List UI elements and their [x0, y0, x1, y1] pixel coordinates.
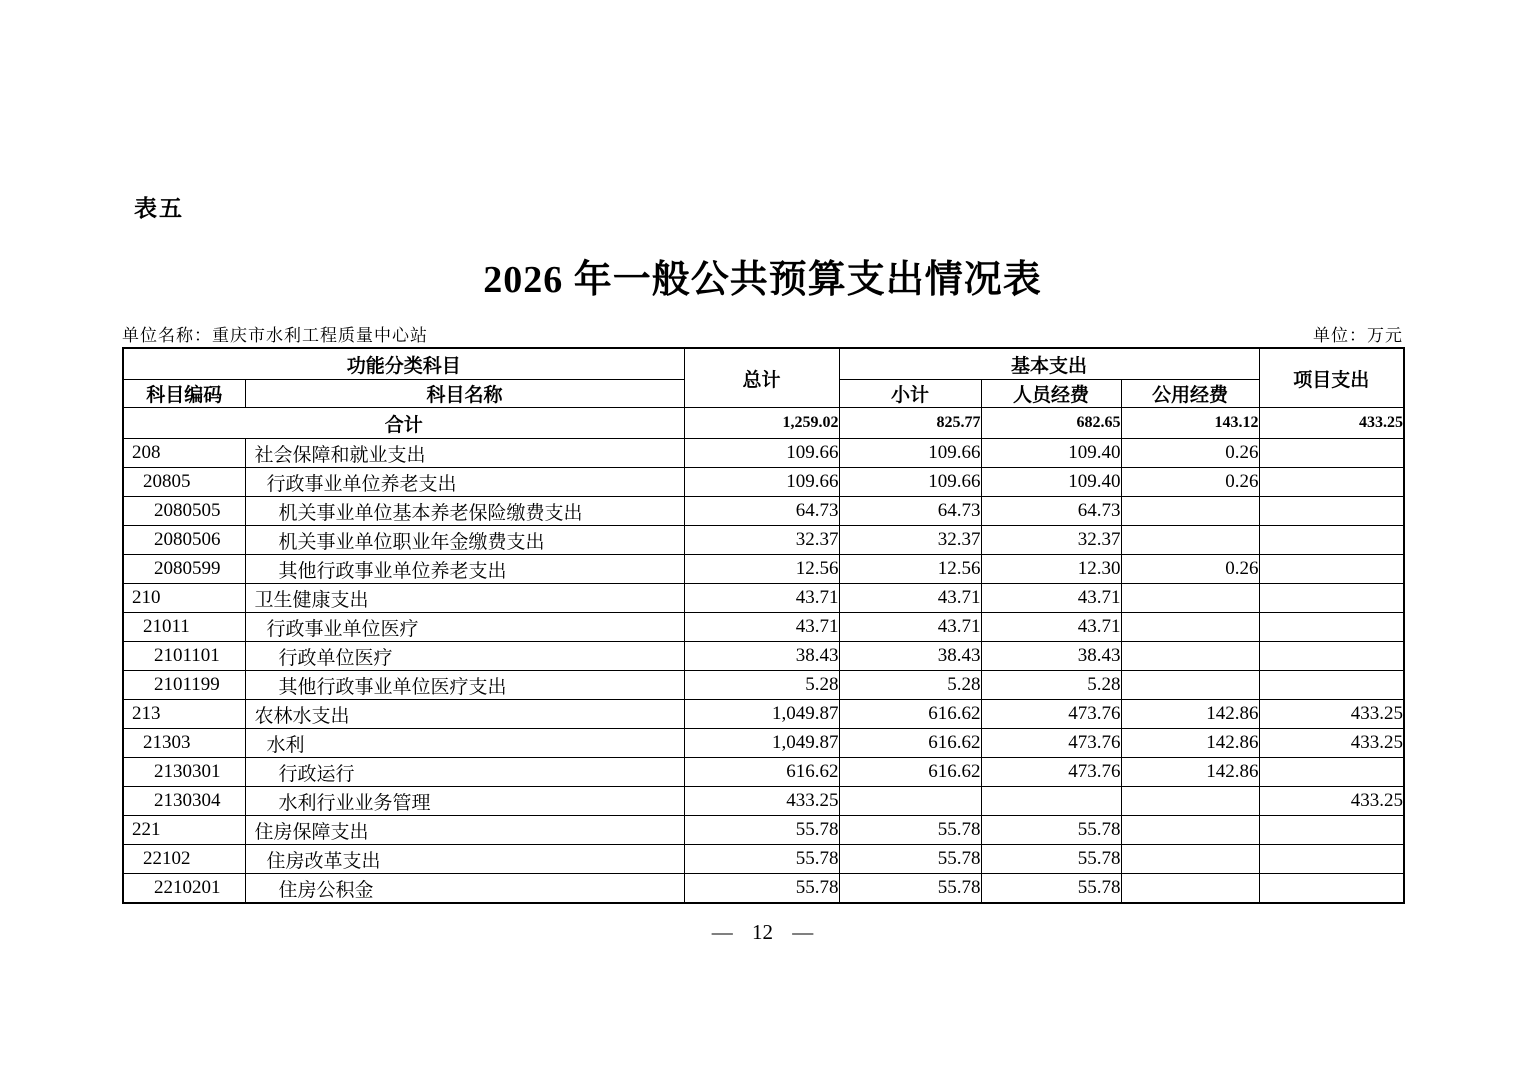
personnel-cell: 109.40 — [981, 468, 1121, 497]
subject-name-cell: 住房公积金 — [245, 874, 684, 904]
grand-total-subtotal: 825.77 — [839, 408, 981, 439]
header-row-1 — [123, 348, 1404, 380]
public-cell — [1121, 816, 1259, 845]
subtotal-cell: 5.28 — [839, 671, 981, 700]
budget-table — [122, 347, 1405, 904]
subtotal-cell: 616.62 — [839, 700, 981, 729]
personnel-cell: 5.28 — [981, 671, 1121, 700]
subject-code-cell: 2080506 — [123, 526, 245, 555]
table-row — [123, 758, 1404, 787]
header-personnel: 人员经费 — [981, 380, 1121, 408]
budget-table-body — [123, 408, 1404, 904]
project-cell — [1259, 439, 1404, 468]
table-label: 表五 — [134, 195, 184, 221]
subject-name-cell: 行政单位医疗 — [245, 642, 684, 671]
public-cell — [1121, 845, 1259, 874]
personnel-cell: 109.40 — [981, 439, 1121, 468]
header-name: 科目名称 — [245, 380, 684, 408]
public-cell: 0.26 — [1121, 555, 1259, 584]
personnel-cell: 64.73 — [981, 497, 1121, 526]
subject-name-cell: 机关事业单位职业年金缴费支出 — [245, 526, 684, 555]
subject-name-cell: 行政事业单位医疗 — [245, 613, 684, 642]
subject-code-cell: 2101199 — [123, 671, 245, 700]
public-cell: 142.86 — [1121, 729, 1259, 758]
personnel-cell: 32.37 — [981, 526, 1121, 555]
project-cell — [1259, 758, 1404, 787]
subject-code-cell: 210 — [123, 584, 245, 613]
table-row — [123, 584, 1404, 613]
subject-code-cell: 22102 — [123, 845, 245, 874]
table-row — [123, 468, 1404, 497]
subject-name-cell: 住房保障支出 — [245, 816, 684, 845]
personnel-cell: 43.71 — [981, 613, 1121, 642]
subtotal-cell: 109.66 — [839, 439, 981, 468]
project-cell — [1259, 526, 1404, 555]
public-cell — [1121, 526, 1259, 555]
project-cell — [1259, 584, 1404, 613]
subject-code-cell: 221 — [123, 816, 245, 845]
table-row — [123, 700, 1404, 729]
project-cell — [1259, 816, 1404, 845]
table-row — [123, 613, 1404, 642]
public-cell: 142.86 — [1121, 758, 1259, 787]
subject-name-cell: 行政运行 — [245, 758, 684, 787]
public-cell — [1121, 497, 1259, 526]
project-cell — [1259, 555, 1404, 584]
total-cell: 12.56 — [684, 555, 839, 584]
total-cell: 64.73 — [684, 497, 839, 526]
public-cell — [1121, 787, 1259, 816]
project-cell — [1259, 874, 1404, 904]
subtotal-cell: 12.56 — [839, 555, 981, 584]
subtotal-cell: 109.66 — [839, 468, 981, 497]
personnel-cell: 473.76 — [981, 700, 1121, 729]
project-cell — [1259, 468, 1404, 497]
total-cell: 55.78 — [684, 845, 839, 874]
subject-name-cell: 其他行政事业单位养老支出 — [245, 555, 684, 584]
subtotal-cell: 43.71 — [839, 613, 981, 642]
total-cell: 43.71 — [684, 613, 839, 642]
subject-name-cell: 农林水支出 — [245, 700, 684, 729]
total-cell: 55.78 — [684, 874, 839, 904]
subtotal-cell: 38.43 — [839, 642, 981, 671]
table-row — [123, 671, 1404, 700]
subject-code-cell: 2080599 — [123, 555, 245, 584]
project-cell — [1259, 613, 1404, 642]
subject-code-cell: 213 — [123, 700, 245, 729]
personnel-cell: 38.43 — [981, 642, 1121, 671]
personnel-cell — [981, 787, 1121, 816]
personnel-cell: 55.78 — [981, 874, 1121, 904]
project-cell: 433.25 — [1259, 729, 1404, 758]
subtotal-cell: 55.78 — [839, 874, 981, 904]
total-cell: 1,049.87 — [684, 729, 839, 758]
header-subtotal: 小计 — [839, 380, 981, 408]
subject-code-cell: 2130304 — [123, 787, 245, 816]
subtotal-cell: 64.73 — [839, 497, 981, 526]
subject-name-cell: 水利 — [245, 729, 684, 758]
personnel-cell: 12.30 — [981, 555, 1121, 584]
public-cell: 0.26 — [1121, 468, 1259, 497]
subject-name-cell: 水利行业业务管理 — [245, 787, 684, 816]
project-cell — [1259, 671, 1404, 700]
personnel-cell: 55.78 — [981, 845, 1121, 874]
total-cell: 32.37 — [684, 526, 839, 555]
subtotal-cell: 55.78 — [839, 845, 981, 874]
grand-total-public: 143.12 — [1121, 408, 1259, 439]
public-cell: 0.26 — [1121, 439, 1259, 468]
unit-row — [122, 321, 1403, 346]
grand-total-label: 合计 — [123, 408, 684, 439]
subject-code-cell: 208 — [123, 439, 245, 468]
personnel-cell: 473.76 — [981, 758, 1121, 787]
header-func-group: 功能分类科目 — [123, 348, 684, 380]
table-row — [123, 787, 1404, 816]
page-title: 2026 年一般公共预算支出情况表 — [483, 259, 1042, 301]
header-basic-group: 基本支出 — [839, 348, 1259, 380]
total-cell: 109.66 — [684, 468, 839, 497]
subject-code-cell: 2210201 — [123, 874, 245, 904]
public-cell — [1121, 874, 1259, 904]
project-cell — [1259, 497, 1404, 526]
table-row — [123, 497, 1404, 526]
personnel-cell: 473.76 — [981, 729, 1121, 758]
project-cell: 433.25 — [1259, 700, 1404, 729]
table-row — [123, 526, 1404, 555]
total-cell: 433.25 — [684, 787, 839, 816]
grand-total-total: 1,259.02 — [684, 408, 839, 439]
total-cell: 55.78 — [684, 816, 839, 845]
subject-name-cell: 住房改革支出 — [245, 845, 684, 874]
table-row — [123, 642, 1404, 671]
public-cell — [1121, 613, 1259, 642]
public-cell — [1121, 642, 1259, 671]
subject-name-cell: 社会保障和就业支出 — [245, 439, 684, 468]
subject-name-cell: 其他行政事业单位医疗支出 — [245, 671, 684, 700]
subject-name-cell: 机关事业单位基本养老保险缴费支出 — [245, 497, 684, 526]
table-row — [123, 439, 1404, 468]
total-cell: 43.71 — [684, 584, 839, 613]
total-cell: 616.62 — [684, 758, 839, 787]
total-cell: 1,049.87 — [684, 700, 839, 729]
project-cell — [1259, 642, 1404, 671]
subtotal-cell: 43.71 — [839, 584, 981, 613]
public-cell — [1121, 671, 1259, 700]
subtotal-cell: 55.78 — [839, 816, 981, 845]
personnel-cell: 43.71 — [981, 584, 1121, 613]
subject-name-cell: 行政事业单位养老支出 — [245, 468, 684, 497]
subject-name-cell: 卫生健康支出 — [245, 584, 684, 613]
table-row — [123, 845, 1404, 874]
unit-name: 单位名称：重庆市水利工程质量中心站 — [122, 326, 428, 345]
subject-code-cell: 2101101 — [123, 642, 245, 671]
header-code: 科目编码 — [123, 380, 245, 408]
subject-code-cell: 2130301 — [123, 758, 245, 787]
subtotal-cell — [839, 787, 981, 816]
page-number: — 12 — — [711, 920, 814, 944]
header-public: 公用经费 — [1121, 380, 1259, 408]
total-cell: 5.28 — [684, 671, 839, 700]
table-row — [123, 816, 1404, 845]
table-row — [123, 874, 1404, 904]
project-cell — [1259, 845, 1404, 874]
total-cell: 38.43 — [684, 642, 839, 671]
subtotal-cell: 616.62 — [839, 758, 981, 787]
subject-code-cell: 2080505 — [123, 497, 245, 526]
public-cell — [1121, 584, 1259, 613]
subject-code-cell: 21011 — [123, 613, 245, 642]
project-cell: 433.25 — [1259, 787, 1404, 816]
subject-code-cell: 21303 — [123, 729, 245, 758]
public-cell: 142.86 — [1121, 700, 1259, 729]
personnel-cell: 55.78 — [981, 816, 1121, 845]
subtotal-cell: 616.62 — [839, 729, 981, 758]
table-row — [123, 555, 1404, 584]
unit-currency: 单位：万元 — [1313, 326, 1403, 345]
subtotal-cell: 32.37 — [839, 526, 981, 555]
table-row — [123, 729, 1404, 758]
subject-code-cell: 20805 — [123, 468, 245, 497]
grand-total-personnel: 682.65 — [981, 408, 1121, 439]
header-total: 总计 — [684, 348, 839, 408]
grand-total-row — [123, 408, 1404, 439]
header-project: 项目支出 — [1259, 348, 1404, 408]
grand-total-project: 433.25 — [1259, 408, 1404, 439]
total-cell: 109.66 — [684, 439, 839, 468]
